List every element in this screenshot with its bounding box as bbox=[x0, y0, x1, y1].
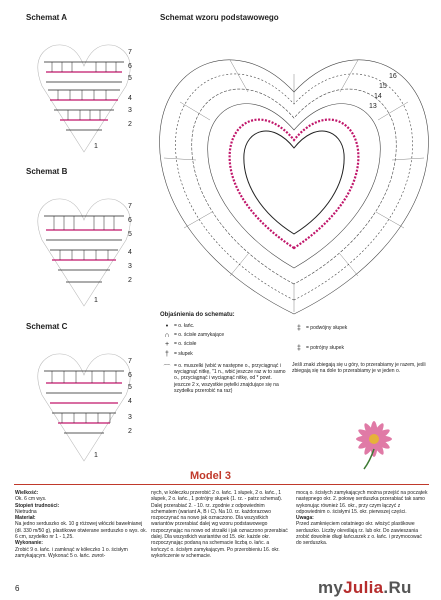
schemat-a-title: Schemat A bbox=[26, 13, 68, 22]
schemat-b-chart bbox=[24, 178, 144, 318]
row-number: 5 bbox=[128, 75, 132, 82]
row-number: 6 bbox=[128, 63, 132, 70]
legend-label: = słupek bbox=[174, 351, 193, 358]
size-text: Ok. 6 cm wys. bbox=[15, 496, 47, 503]
row-number: 7 bbox=[128, 203, 132, 210]
legend-note bbox=[160, 363, 288, 394]
double-treble-icon: ‡ bbox=[297, 344, 301, 352]
row-number: 3 bbox=[128, 414, 132, 421]
material-section: Materiał: bbox=[15, 515, 36, 522]
legend-item bbox=[160, 340, 288, 349]
row-number: 13 bbox=[369, 103, 377, 110]
row-number: 6 bbox=[128, 217, 132, 224]
row-number: 14 bbox=[374, 93, 382, 100]
schemat-a-chart bbox=[24, 24, 144, 164]
row-number: 16 bbox=[389, 73, 397, 80]
instructions-text: Zrobić 9 o. łańc. i zamknąć w kółeczko 1 o. ścisłym zamykającym. Wykonać 5 o. łańc. zwrot- bbox=[15, 546, 128, 559]
instructions-section: Wykonanie: bbox=[15, 540, 43, 547]
legend-list bbox=[160, 322, 288, 394]
page-number: 6 bbox=[15, 584, 20, 593]
continuation-text: mocą o. ścisłych zamykających można przejść na początek następnego okr. 2. połowę serduszka przerabiać tak samo wykonując również 16. okr., przy czym łączyć z odpowiednim o. ścisłymi 15. okr. pierwszej części. bbox=[296, 490, 428, 515]
main-chart-title: Schemat wzoru podstawowego bbox=[160, 13, 279, 22]
double-crochet-icon: † bbox=[165, 351, 169, 358]
main-heart-chart bbox=[148, 22, 438, 322]
legend-item bbox=[160, 331, 288, 340]
legend-item bbox=[160, 349, 288, 360]
legend-label: = o. ścisłe bbox=[174, 341, 197, 348]
legend-item bbox=[292, 342, 432, 354]
legend-note-text: = o. muszelki (wbić w następne o., przyciągnąć i wyciągnąć nitkę, "1 n., wbić jeszcze raz w to samo o., przyciągnąć i wyciągnąć nitkę, od * powt. jeszcze 2 x, wszystkie pętelki znajdujące się na szydełku przerobić na raz) bbox=[174, 363, 286, 394]
legend-item bbox=[292, 322, 432, 334]
note-text: Przed zamknięciem ostatniego okr. włożyć plastikowe serduszko. Liczby określają rz. lub okr. Do zawieszania zrobić dowolnie długi łańcuszek z o. łańc. i przymocować do serduszka. bbox=[296, 521, 422, 547]
shell-stitch-icon: ⌒ bbox=[163, 365, 171, 372]
text-column-2: nych, w kółeczku przerobić 2 o. łańc. 1 słupek, 2 o. łańc., 1 słupek, 2 o. łańc., 1 potrójny słupek (1. rz. - patrz schemat). Dalej przerabiać 2. - 10. rz. zgodnie z odpowiednim schematem (wariant A, B i C). Na 10. rz. każdorazowo rozpoczynać na nowo jak oznaczono. Dla wszystkich wariantów przerabiać dalej wg wzoru podstawowego rozpoczynając na nowo od strzałki i jak oznaczono przerabiać dalej. Dla wszystkich wariantów od 15. okr. każde okr. rozpoczynając podaną na schemacie liczbą o. łańc. a kończyć o. ścisłym zamykającym. Po przerobieniu 16. okr. wykończenie w schemacie. bbox=[151, 490, 288, 559]
row-number: 2 bbox=[128, 428, 132, 435]
schemat-c-title: Schemat C bbox=[26, 322, 68, 331]
treble-crochet-icon: ‡ bbox=[297, 324, 301, 332]
slip-stitch-icon: ∩ bbox=[164, 332, 170, 339]
watermark-logo: myJulia.Ru bbox=[318, 578, 412, 597]
row-number: 2 bbox=[128, 277, 132, 284]
row-number: 4 bbox=[128, 95, 132, 102]
size-section: Wielkość: bbox=[15, 490, 39, 496]
note-section: Uwaga: bbox=[296, 515, 314, 522]
difficulty-text: Nietrudna bbox=[15, 508, 37, 515]
text-column-1 bbox=[15, 490, 148, 559]
legend-right bbox=[292, 322, 432, 374]
divider bbox=[14, 484, 429, 485]
row-number: 2 bbox=[128, 121, 132, 128]
schemat-b-title: Schemat B bbox=[26, 167, 68, 176]
row-number: 3 bbox=[128, 263, 132, 270]
single-crochet-icon: + bbox=[164, 341, 170, 348]
legend-title: Objaśnienia do schematu: bbox=[160, 312, 235, 318]
legend-label: = o. łańc. bbox=[174, 323, 195, 330]
row-number: 1 bbox=[94, 143, 98, 150]
legend-right-note: Jeśli znaki zbiegają się u góry, to przerabiamy je razem, jeśli zbiegają się na dole to przerabiamy je w jeden o. bbox=[292, 362, 426, 375]
model-title: Model 3 bbox=[190, 470, 231, 482]
row-number: 4 bbox=[128, 398, 132, 405]
row-number: 5 bbox=[128, 231, 132, 238]
legend-label: = o. ścisłe zamykające bbox=[174, 332, 225, 339]
legend-label: = podwójny słupek bbox=[306, 324, 348, 331]
row-number: 7 bbox=[128, 49, 132, 56]
legend-label: = potrójny słupek bbox=[306, 344, 344, 351]
flower-image bbox=[340, 415, 410, 470]
row-number: 1 bbox=[94, 452, 98, 459]
chain-symbol-icon: • bbox=[165, 323, 169, 330]
row-number: 5 bbox=[128, 384, 132, 391]
legend-item bbox=[160, 322, 288, 331]
row-number: 15 bbox=[379, 83, 387, 90]
row-number: 6 bbox=[128, 372, 132, 379]
row-number: 4 bbox=[128, 249, 132, 256]
row-number: 7 bbox=[128, 358, 132, 365]
difficulty-section: Stopień trudności: bbox=[15, 502, 60, 509]
row-number: 1 bbox=[94, 297, 98, 304]
material-text: Na jedno serduszko ok. 10 g różowej włóczki bawełnianej (dł. 330 m/50 g), plastikowe otwierane serduszko o wys. ok. 6 cm, szydełko nr 1 - 1,25. bbox=[15, 521, 148, 541]
schemat-c-chart bbox=[24, 333, 144, 473]
text-column-3 bbox=[296, 490, 428, 547]
row-number: 3 bbox=[128, 107, 132, 114]
